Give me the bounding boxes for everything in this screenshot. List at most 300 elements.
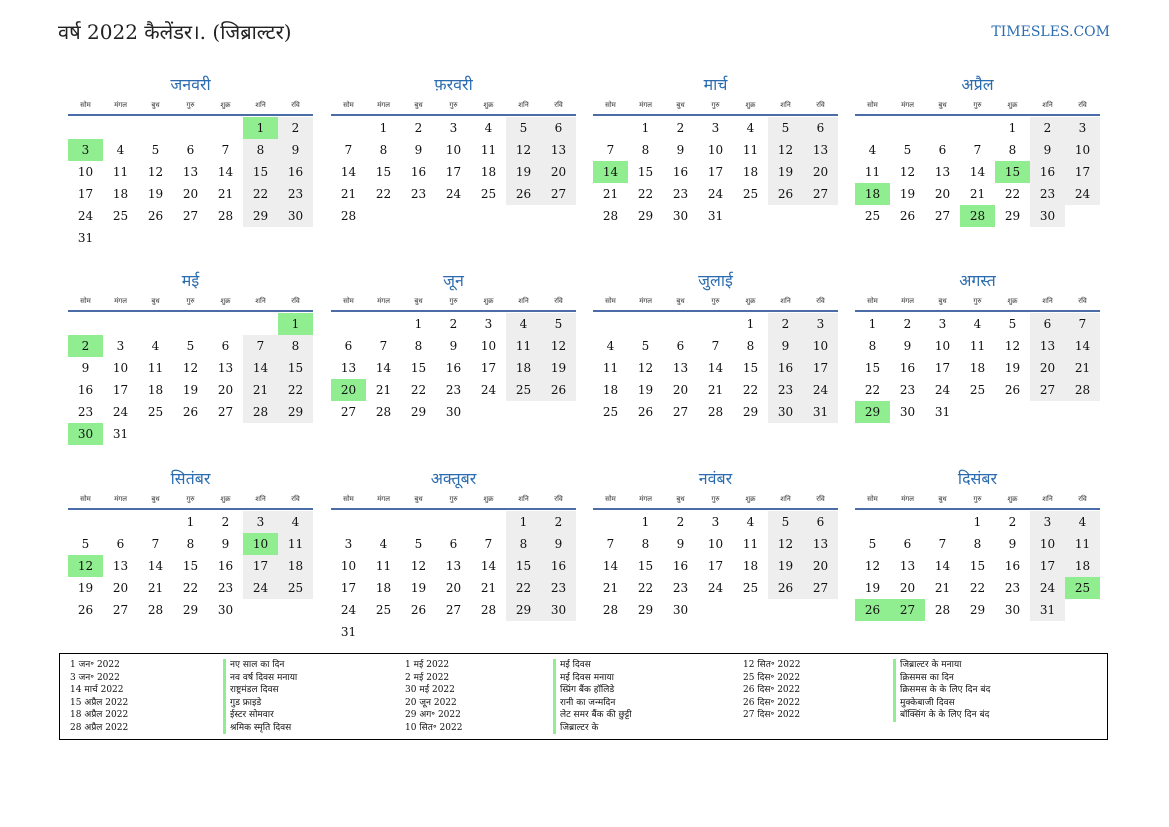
day-cell: 25 [864,209,881,223]
day-cell: 20 [803,555,838,577]
weekday-label: सोम [867,495,878,503]
day-cell: 23 [672,581,689,595]
day-cell: 14 [969,165,986,179]
empty-cell [331,117,366,139]
day-cell: 4 [506,313,541,335]
day-cell: 11 [969,339,986,353]
day-cell: 24 [934,383,951,397]
day-cell: 27 [541,183,576,205]
month-3 [593,73,838,227]
day-cell: 3 [449,121,458,135]
day-cell: 11 [1065,533,1100,555]
day-cell: 22 [864,383,881,397]
weekday-label: शनि [255,495,266,503]
site-link[interactable]: TIMESLES.COM [991,24,1110,40]
day-grid [68,511,313,621]
day-cell: 3 [344,537,353,551]
day-cell: 7 [379,339,388,353]
weekday-label: शनि [1042,495,1053,503]
day-cell: 15 [969,559,986,573]
day-cell: 14 [340,165,357,179]
day-cell: 24 [480,383,497,397]
day-cell: 19 [410,581,427,595]
month-name: दिसंबर [957,469,998,488]
day-cell: 24 [707,187,724,201]
day-cell: 5 [81,537,90,551]
month-name: फ़रवरी [434,75,473,94]
weekday-label: शुक्र [1007,101,1018,109]
day-cell: 1 [186,515,195,529]
weekday-header [855,97,1100,116]
day-cell: 5 [506,117,541,139]
weekday-header [331,293,576,312]
empty-cell [436,511,471,533]
empty-cell [68,511,103,533]
day-cell: 21 [480,581,497,595]
day-cell: 17 [445,165,462,179]
legend-entry: 12 सित॰ 2022 [743,660,801,670]
day-cell: 4 [1065,511,1100,533]
day-cell: 21 [243,379,278,401]
weekday-label: गुरु [711,101,720,109]
day-cell: 6 [803,117,838,139]
day-cell: 24 [445,187,462,201]
day-cell: 19 [899,187,916,201]
day-cell: 23 [1030,183,1065,205]
empty-cell [890,117,925,139]
weekday-header [331,491,576,510]
empty-cell [138,117,173,139]
day-cell: 14 [217,165,234,179]
weekday-label: मंगल [901,495,914,503]
day-cell: 31 [77,231,94,245]
day-cell: 22 [637,187,654,201]
day-cell: 6 [221,339,230,353]
day-cell: 11 [480,143,497,157]
day-cell: 21 [340,187,357,201]
weekday-label: गुरु [186,297,195,305]
weekday-label: शनि [255,297,266,305]
holiday-day-cell: 18 [855,183,890,205]
day-cell: 10 [1030,533,1065,555]
day-cell: 15 [742,361,759,375]
day-cell: 16 [1004,559,1021,573]
day-cell: 8 [506,533,541,555]
weekday-label: शुक्र [1007,297,1018,305]
empty-cell [208,313,243,335]
day-cell: 18 [1065,555,1100,577]
day-cell: 13 [112,559,129,573]
day-cell: 11 [112,165,129,179]
day-cell: 15 [864,361,881,375]
day-cell: 20 [445,581,462,595]
empty-cell [925,117,960,139]
day-cell: 5 [768,117,803,139]
day-cell: 29 [637,603,654,617]
day-cell: 17 [803,357,838,379]
weekday-label: मंगल [114,495,127,503]
weekday-label: रवि [554,495,563,503]
weekday-label: सोम [80,495,91,503]
day-cell: 9 [676,537,685,551]
day-cell: 27 [1030,379,1065,401]
day-cell: 29 [243,205,278,227]
day-cell: 10 [480,339,497,353]
day-cell: 4 [151,339,160,353]
day-cell: 25 [278,577,313,599]
weekday-label: शुक्र [483,297,494,305]
day-cell: 9 [1030,139,1065,161]
day-cell: 18 [506,357,541,379]
empty-cell [471,511,506,533]
day-cell: 29 [182,603,199,617]
day-cell: 10 [707,143,724,157]
weekday-label: मंगल [901,297,914,305]
weekday-label: रवि [1078,297,1087,305]
legend-entry: 27 दिस॰ 2022 [743,710,801,720]
day-cell: 21 [147,581,164,595]
day-cell: 28 [147,603,164,617]
day-cell: 4 [746,121,755,135]
day-cell: 13 [934,165,951,179]
day-grid [855,313,1100,423]
day-cell: 11 [278,533,313,555]
day-cell: 31 [112,427,129,441]
day-cell: 7 [711,339,720,353]
day-cell: 24 [803,379,838,401]
day-cell: 28 [243,401,278,423]
day-cell: 7 [344,143,353,157]
legend-dates-col-3 [743,659,800,722]
day-cell: 18 [602,383,619,397]
day-cell: 18 [112,187,129,201]
weekday-label: रवि [291,101,300,109]
day-cell: 13 [182,165,199,179]
day-cell: 2 [676,515,685,529]
weekday-header [855,293,1100,312]
day-cell: 25 [480,187,497,201]
day-cell: 1 [868,317,877,331]
day-cell: 1 [506,511,541,533]
legend-dates-col-2 [405,659,462,734]
day-cell: 22 [506,577,541,599]
empty-cell [103,511,138,533]
empty-cell [628,313,663,335]
day-cell: 14 [602,559,619,573]
day-cell: 22 [278,379,313,401]
day-cell: 21 [217,187,234,201]
day-cell: 20 [112,581,129,595]
legend-entry: लेट समर बैंक की छुट्टी [560,710,632,720]
day-cell: 22 [637,581,654,595]
day-cell: 28 [480,603,497,617]
legend-entry: 28 अप्रैल 2022 [70,722,129,733]
day-cell: 20 [541,161,576,183]
day-cell: 12 [637,361,654,375]
day-grid [593,117,838,227]
legend-entry: क्रिसमस का दिन [900,672,954,683]
day-cell: 30 [445,405,462,419]
day-cell: 3 [1065,117,1100,139]
day-cell: 19 [147,187,164,201]
day-cell: 10 [77,165,94,179]
day-cell: 27 [803,577,838,599]
day-cell: 4 [379,537,388,551]
weekday-label: गुरु [186,101,195,109]
day-cell: 28 [934,603,951,617]
day-cell: 10 [934,339,951,353]
month-5 [68,269,313,445]
day-cell: 17 [707,559,724,573]
day-cell: 17 [480,361,497,375]
day-cell: 26 [410,603,427,617]
day-cell: 13 [340,361,357,375]
day-grid [593,511,838,621]
weekday-header [593,97,838,116]
day-cell: 10 [803,335,838,357]
weekday-label: सोम [343,101,354,109]
empty-cell [401,511,436,533]
day-cell: 17 [707,165,724,179]
day-cell: 19 [182,383,199,397]
weekday-label: गुरु [973,297,982,305]
weekday-label: शनि [518,297,529,305]
day-cell: 5 [903,143,912,157]
day-cell: 29 [637,209,654,223]
day-cell: 13 [541,139,576,161]
legend-entry: 3 जन॰ 2022 [70,672,120,683]
weekday-label: शुक्र [745,101,756,109]
weekday-label: बुध [414,101,423,109]
month-6 [331,269,576,423]
day-cell: 20 [182,187,199,201]
weekday-label: गुरु [186,495,195,503]
day-cell: 3 [243,511,278,533]
day-cell: 8 [379,143,388,157]
day-cell: 13 [803,139,838,161]
weekday-label: मंगल [901,101,914,109]
legend-entry: 18 अप्रैल 2022 [70,710,129,720]
weekday-label: शनि [1042,101,1053,109]
weekday-label: रवि [816,101,825,109]
day-cell: 6 [116,537,125,551]
weekday-label: शनि [518,495,529,503]
day-cell: 18 [375,581,392,595]
weekday-label: शुक्र [1007,495,1018,503]
day-cell: 14 [243,357,278,379]
weekday-label: गुरु [711,495,720,503]
day-cell: 6 [186,143,195,157]
day-cell: 25 [112,209,129,223]
weekday-label: शनि [518,101,529,109]
day-cell: 1 [746,317,755,331]
day-cell: 16 [1030,161,1065,183]
legend-entry: मई दिवस मनाया [560,672,614,683]
weekday-header [68,491,313,510]
legend-entry: 29 अग॰ 2022 [405,710,461,720]
day-grid [855,511,1100,621]
empty-cell [173,117,208,139]
day-cell: 15 [375,165,392,179]
day-cell: 9 [81,361,90,375]
day-cell: 15 [410,361,427,375]
day-cell: 20 [803,161,838,183]
empty-cell [173,313,208,335]
weekday-label: मंगल [114,101,127,109]
day-grid [331,313,576,423]
day-cell: 16 [672,165,689,179]
day-cell: 6 [676,339,685,353]
day-cell: 7 [938,537,947,551]
day-cell: 14 [147,559,164,573]
day-cell: 21 [602,581,619,595]
day-cell: 2 [221,515,230,529]
weekday-label: बुध [938,101,947,109]
day-cell: 16 [410,165,427,179]
day-cell: 7 [484,537,493,551]
weekday-label: शुक्र [483,101,494,109]
day-cell: 23 [278,183,313,205]
holiday-day-cell: 3 [68,139,103,161]
day-cell: 2 [278,117,313,139]
weekday-label: बुध [676,495,685,503]
day-cell: 2 [676,121,685,135]
day-cell: 18 [742,165,759,179]
day-cell: 5 [186,339,195,353]
day-cell: 7 [1065,313,1100,335]
legend-entry: गुड फ्राइडे [230,697,262,708]
weekday-label: शुक्र [745,495,756,503]
day-cell: 23 [768,379,803,401]
holiday-day-cell: 29 [855,401,890,423]
day-cell: 17 [243,555,278,577]
weekday-label: बुध [151,297,160,305]
day-cell: 29 [969,603,986,617]
day-cell: 3 [116,339,125,353]
weekday-label: शनि [780,495,791,503]
day-cell: 15 [182,559,199,573]
month-10 [331,467,576,643]
legend-entry: मई दिवस [560,660,591,670]
page-title: वर्ष 2022 कैलेंडर।. (जिब्राल्टर) [58,20,292,44]
day-cell: 27 [672,405,689,419]
day-grid [331,117,576,227]
day-cell: 20 [934,187,951,201]
weekday-label: बुध [414,495,423,503]
day-cell: 23 [1004,581,1021,595]
day-cell: 5 [414,537,423,551]
weekday-label: बुध [676,101,685,109]
empty-cell [855,117,890,139]
day-cell: 13 [672,361,689,375]
day-cell: 12 [768,533,803,555]
month-name: सितंबर [170,469,211,488]
day-cell: 7 [151,537,160,551]
day-cell: 17 [934,361,951,375]
day-cell: 24 [707,581,724,595]
day-cell: 27 [803,183,838,205]
day-cell: 28 [707,405,724,419]
legend-entry: ईस्टर सोमवार [230,710,274,720]
day-cell: 13 [899,559,916,573]
empty-cell [663,313,698,335]
empty-cell [138,511,173,533]
day-grid [68,117,313,249]
day-cell: 25 [147,405,164,419]
empty-cell [208,117,243,139]
day-cell: 24 [77,209,94,223]
day-cell: 9 [449,339,458,353]
holiday-day-cell: 20 [331,379,366,401]
day-cell: 23 [445,383,462,397]
day-cell: 21 [934,581,951,595]
day-cell: 29 [506,599,541,621]
day-cell: 9 [414,143,423,157]
legend-entry: रानी का जन्मदिन [560,697,616,708]
weekday-label: सोम [343,297,354,305]
day-cell: 26 [899,209,916,223]
weekday-label: मंगल [639,297,652,305]
day-cell: 8 [278,335,313,357]
weekday-label: रवि [816,495,825,503]
day-cell: 20 [217,383,234,397]
day-grid [68,313,313,445]
weekday-label: मंगल [114,297,127,305]
day-cell: 4 [484,121,493,135]
empty-cell [366,313,401,335]
day-cell: 16 [672,559,689,573]
day-cell: 8 [868,339,877,353]
day-cell: 7 [606,537,615,551]
day-cell: 8 [973,537,982,551]
day-cell: 5 [1008,317,1017,331]
day-cell: 30 [1004,603,1021,617]
weekday-label: शनि [1042,297,1053,305]
day-cell: 24 [112,405,129,419]
day-cell: 22 [243,183,278,205]
day-cell: 12 [506,139,541,161]
empty-cell [855,511,890,533]
day-cell: 9 [278,139,313,161]
weekday-label: मंगल [377,297,390,305]
day-cell: 24 [1030,577,1065,599]
legend-entry: नव वर्ष दिवस मनाया [230,672,298,683]
day-cell: 16 [278,161,313,183]
day-cell: 21 [707,383,724,397]
day-cell: 27 [182,209,199,223]
weekday-header [68,293,313,312]
legend-entry: राष्ट्रमंडल दिवस [230,685,279,695]
day-cell: 15 [506,555,541,577]
day-cell: 19 [506,161,541,183]
day-cell: 28 [217,209,234,223]
day-cell: 19 [864,581,881,595]
day-cell: 2 [903,317,912,331]
day-cell: 19 [541,357,576,379]
day-cell: 1 [973,515,982,529]
day-cell: 26 [637,405,654,419]
day-cell: 25 [602,405,619,419]
empty-cell [243,313,278,335]
weekday-label: गुरु [973,495,982,503]
legend-entry: 1 जन॰ 2022 [70,660,120,670]
month-name: नवंबर [698,469,733,488]
legend-entry: 30 मई 2022 [405,685,455,695]
empty-cell [331,313,366,335]
legend-entry: बॉक्सिंग के के लिए दिन बंद [900,710,990,720]
legend-entry: मुक्केबाजी दिवस [900,697,955,708]
day-cell: 13 [217,361,234,375]
